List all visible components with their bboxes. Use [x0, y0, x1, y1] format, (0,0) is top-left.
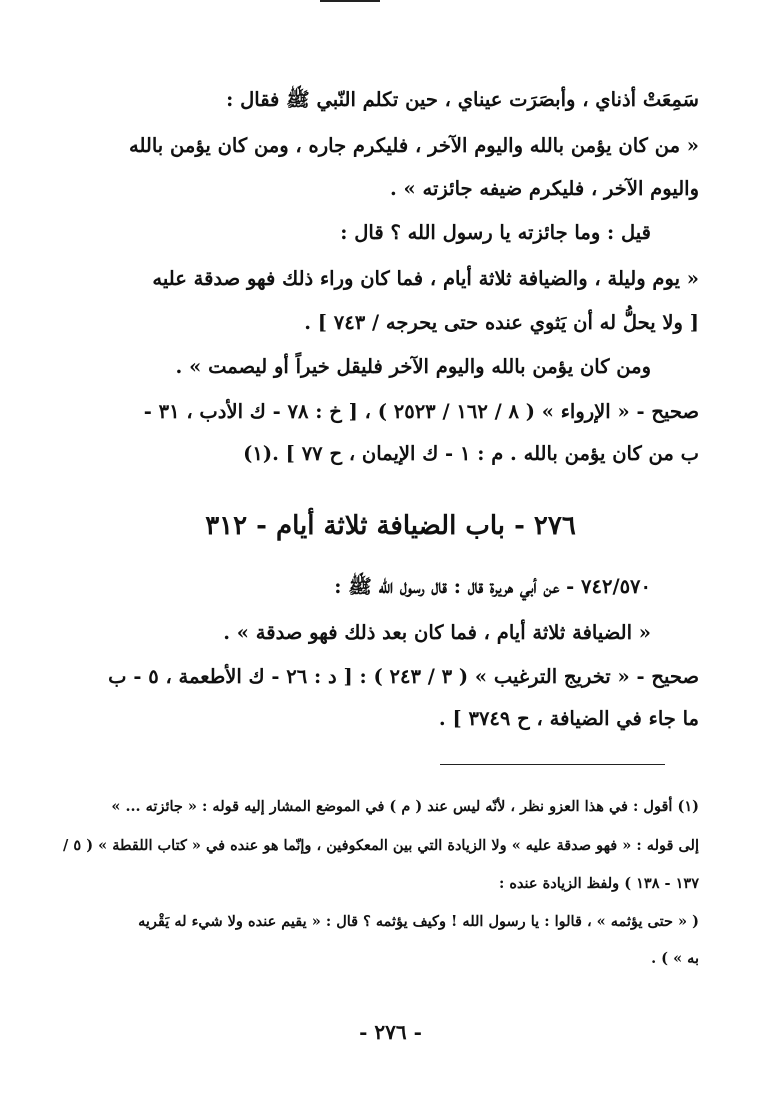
- footnote-line-3: ١٣٧ - ١٣٨ ) ولفظ الزيادة عنده :: [498, 875, 699, 892]
- hadith-prev-line-5: « يوم وليلة ، والضيافة ثلاثة أيام ، فما كان وراء ذلك فهو صدقة عليه: [152, 267, 699, 290]
- hadith-prev-source-line-2: ب من كان يؤمن بالله . م : ١ - ك الإيمان ، ح ٧٧ ] .(١): [243, 442, 699, 465]
- footnote-line-4: ( « حتى يؤثمه » ، قالوا : يا رسول الله ! وكيف يؤثمه ؟ قال : « يقيم عنده ولا شيء له يَقْريه: [138, 913, 699, 930]
- hadith-prev-line-6: [ ولا يحلُّ له أن يَثوي عنده حتى يحرجه / ٧٤٣ ] .: [304, 311, 699, 334]
- source-reference: « تخريج الترغيب » ( ٣ / ٢٤٣ ) : [ د : ٢٦ - ك الأطعمة ، ٥ - ب: [108, 665, 630, 688]
- source-grade-label: صحيح -: [636, 400, 699, 423]
- footnote-separator: [440, 764, 665, 765]
- source-grade-label: صحيح -: [636, 665, 699, 688]
- page-number: - ٢٧٦ -: [359, 1020, 422, 1044]
- hadith-prev-line-4: قيل : وما جائزته يا رسول الله ؟ قال :: [340, 221, 651, 244]
- hadith-main-line-2: « الضيافة ثلاثة أيام ، فما كان بعد ذلك فهو صدقة » .: [223, 621, 651, 644]
- source-reference: « الإرواء » ( ٨ / ١٦٢ / ٢٥٢٣ ) ، [ خ : ٧٨ - ك الأدب ، ٣١ -: [143, 400, 630, 423]
- footnote-line-1: (١) أقول : في هذا العزو نظر ، لأنّه ليس عند ( م ) في الموضع المشار إليه قوله : « جائزته ... »: [111, 798, 699, 815]
- hadith-prev-source-line-1: [76, 395, 699, 429]
- hadith-prev-line-2: « من كان يؤمن بالله واليوم الآخر ، فليكرم جاره ، ومن كان يؤمن بالله: [129, 134, 699, 157]
- hadith-main-line-1: ٧٤٢/٥٧٠ - عن أبي هريرة قال : قال رسول الله ﷺ :: [334, 575, 651, 598]
- footnote-line-5: به » ) .: [651, 950, 699, 967]
- chapter-heading: ٢٧٦ - باب الضيافة ثلاثة أيام - ٣١٢: [205, 511, 576, 541]
- hadith-main-source-line-1: [76, 660, 699, 694]
- footnote-line-2: إلى قوله : « فهو صدقة عليه » ولا الزيادة التي بين المعكوفين ، وإنّما هو عنده في « كتاب اللقطة » ( ٥ /: [63, 837, 699, 854]
- hadith-prev-line-1: سَمِعَتْ أذناي ، وأبصَرَت عيناي ، حين تكلم النّبي ﷺ فقال :: [226, 88, 699, 111]
- hadith-prev-line-3: واليوم الآخر ، فليكرم ضيفه جائزته » .: [389, 177, 699, 200]
- hadith-prev-line-7: ومن كان يؤمن بالله واليوم الآخر فليقل خيراً أو ليصمت » .: [175, 355, 651, 378]
- hadith-main-source-line-2: ما جاء في الضيافة ، ح ٣٧٤٩ ] .: [438, 707, 699, 730]
